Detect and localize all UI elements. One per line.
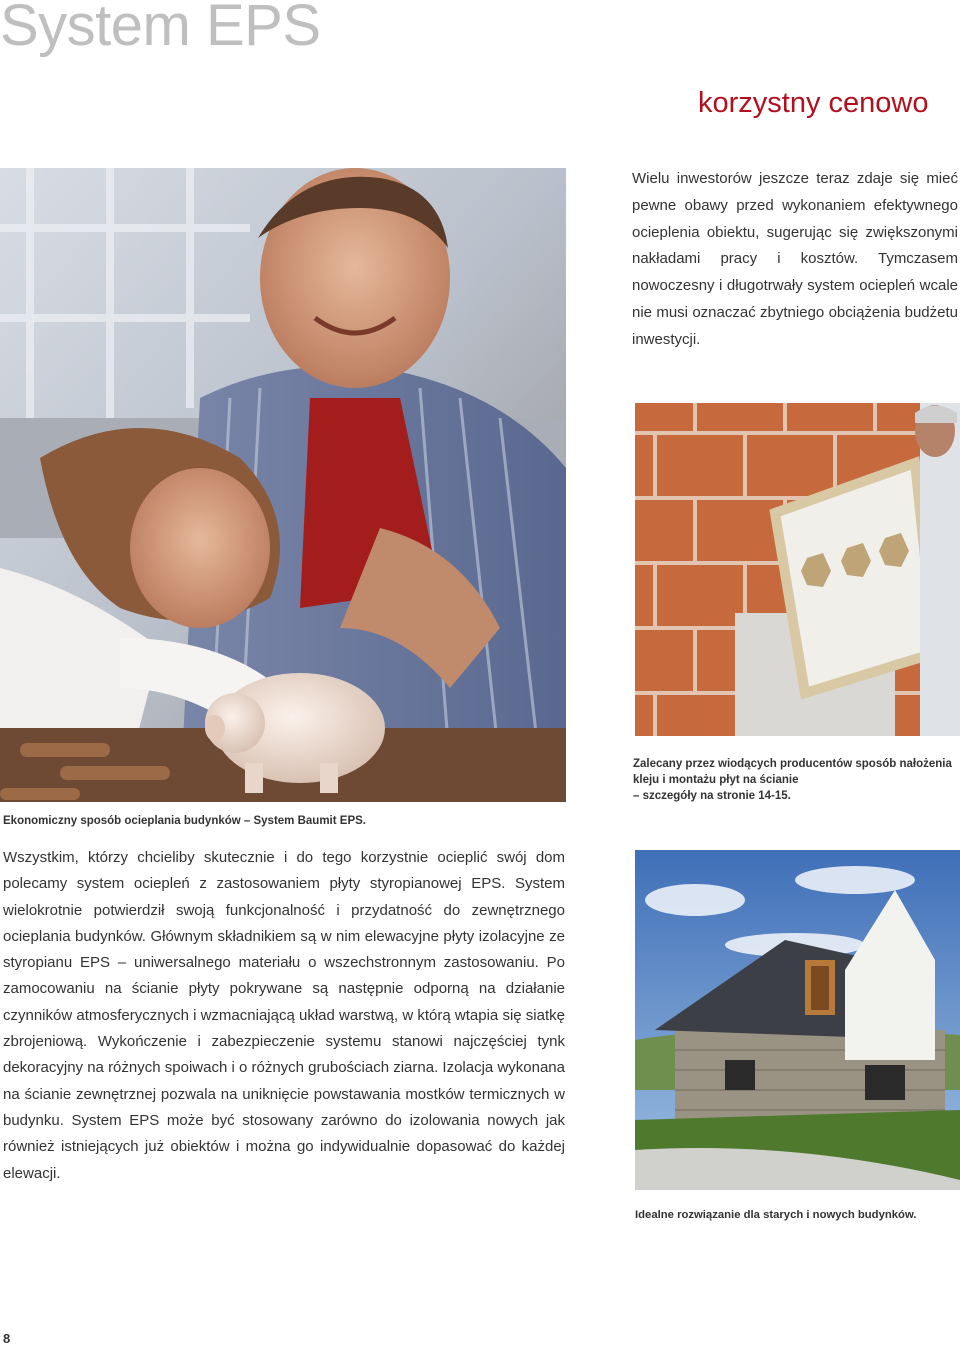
caption-main-photo: Ekonomiczny sposób ocieplania budynków – System Baumit EPS. <box>3 815 366 827</box>
page-subtitle: korzystny cenowo <box>698 87 929 119</box>
caption-house-photo: Idealne rozwiązanie dla starych i nowych budynków. <box>635 1209 917 1221</box>
caption-wall-photo-line2: – szczegóły na stronie 14-15. <box>633 790 791 802</box>
photo-house <box>635 850 960 1190</box>
intro-paragraph: Wielu inwestorów jeszcze teraz zdaje się mieć pewne obawy przed wykonaniem efektywnego ocieplenia obiektu, sugerując się zwiększonymi nakładami pracy i kosztów. Tymczasem nowoczesny i długotrwały system ociepleń wcale nie musi oznaczać zbytniego obciążenia budżetu inwestycji. <box>632 170 958 348</box>
photo-father-daughter-piggy-bank <box>0 168 566 802</box>
photo-eps-board-installation <box>635 403 960 736</box>
page-number: 8 <box>3 1331 11 1346</box>
page-title: System EPS <box>0 0 321 58</box>
body-paragraph: Wszystkim, którzy chcieliby skutecznie i do tego korzystnie ocieplić swój dom polecamy system ociepleń z zastosowaniem płyty styropianowej EPS. System wielokrotnie potwierdził swoją funkcjonalność i przydatność do zewnętrznego ocieplania budynków. Głównym składnikiem są w nim elewacyjne płyty izolacyjne ze styropianu EPS – uniwersalnego materiału o wszechstronnym zastosowaniu. Po zamocowaniu na ścianie płyty pokrywane są następnie odporną na działanie czynników atmosferycznych i wzmacniającą układ warstwą, w którą wtapia się siatkę zbrojeniową. Wykończenie i zabezpieczenie systemu stanowi najczęściej tynk dekoracyjny na różnych spoiwach i o różnych grubościach ziarna. Izolacja wykonana na ścianie zewnętrznej pozwala na uniknięcie powstawania mostków termicznych w budynku. System EPS może być stosowany zarówno do izolowania nowych jak również istniejących już obiektów i można go indywidualnie dopasować do każdej elewacji. <box>3 849 565 1182</box>
caption-wall-photo-line1: Zalecany przez wiodących producentów sposób nałożenia kleju i montażu płyt na ścianie <box>633 758 952 786</box>
caption-wall-photo <box>633 756 959 804</box>
